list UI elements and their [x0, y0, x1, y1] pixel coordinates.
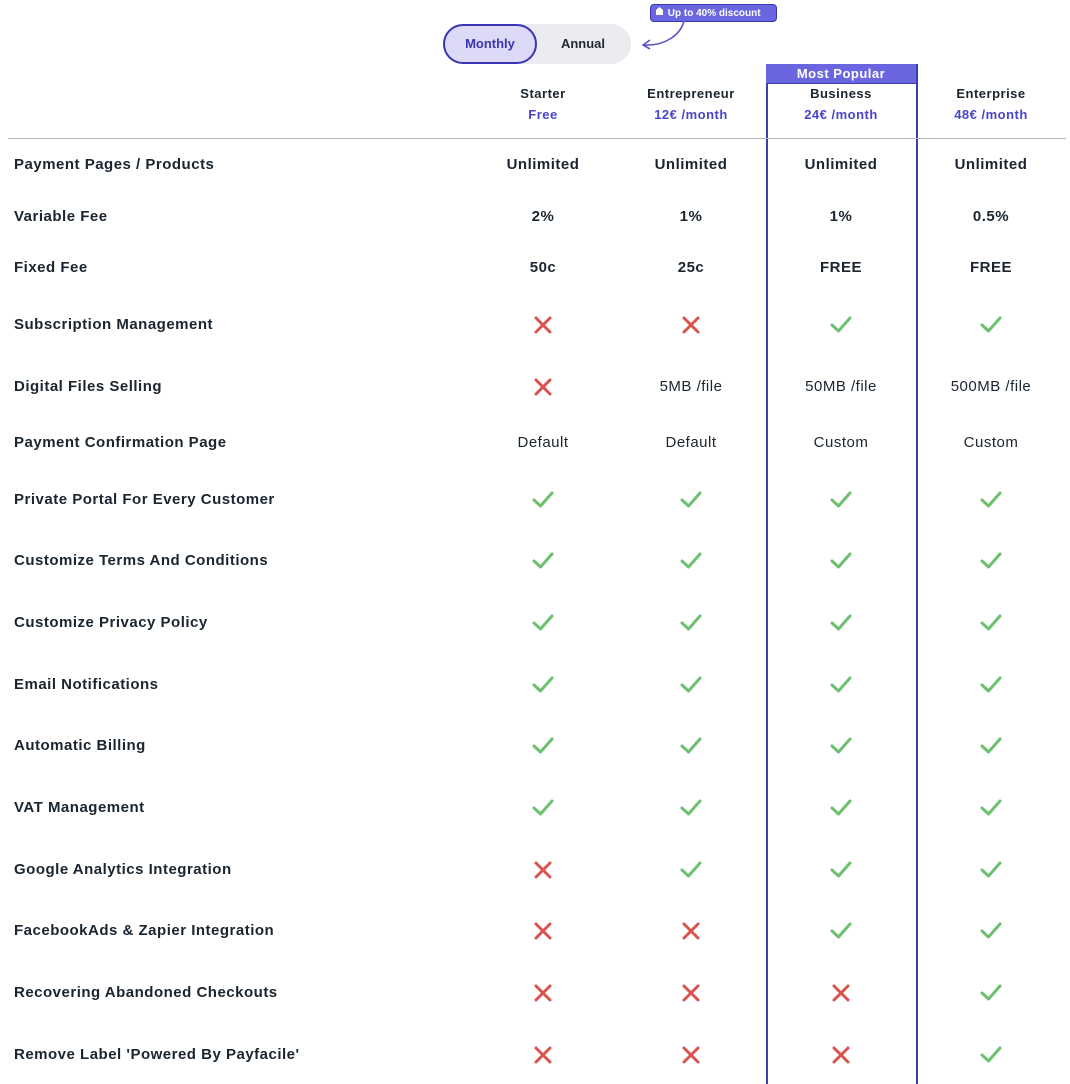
check-icon [468, 731, 618, 761]
feature-label: VAT Management [14, 799, 145, 816]
cross-icon [468, 916, 618, 946]
cross-icon [468, 855, 618, 885]
table-row [0, 485, 1070, 515]
check-icon [916, 670, 1066, 700]
check-icon [916, 855, 1066, 885]
feature-value: 5MB /file [659, 378, 723, 395]
feature-value: 25c [677, 259, 705, 276]
check-icon [616, 855, 766, 885]
check-icon [916, 916, 1066, 946]
check-icon [916, 310, 1066, 340]
cross-icon [468, 310, 618, 340]
check-icon [616, 793, 766, 823]
check-icon [916, 608, 1066, 638]
check-icon [766, 546, 916, 576]
check-icon [616, 670, 766, 700]
feature-value: FREE [819, 259, 862, 276]
check-icon [468, 546, 618, 576]
cross-icon [468, 978, 618, 1008]
check-icon [766, 670, 916, 700]
feature-label: Payment Confirmation Page [14, 434, 227, 451]
check-icon [468, 608, 618, 638]
plan-price: 24€ /month [804, 107, 878, 122]
table-row [0, 428, 1070, 458]
plan-name: Entrepreneur [647, 86, 735, 101]
feature-value: Unlimited [954, 156, 1028, 173]
plan-name: Starter [520, 86, 566, 101]
table-row [0, 310, 1070, 340]
cross-icon [616, 916, 766, 946]
check-icon [766, 608, 916, 638]
plan-price: Free [528, 107, 558, 122]
table-row [0, 916, 1070, 946]
table-row [0, 150, 1070, 180]
feature-label: Google Analytics Integration [14, 861, 232, 878]
table-row [0, 608, 1070, 638]
table-row [0, 253, 1070, 283]
check-icon [468, 485, 618, 515]
feature-value: Unlimited [506, 156, 580, 173]
check-icon [766, 310, 916, 340]
table-row [0, 372, 1070, 402]
feature-value: Default [665, 434, 717, 451]
check-icon [916, 546, 1066, 576]
cross-icon [616, 978, 766, 1008]
check-icon [616, 608, 766, 638]
plan-price: 12€ /month [654, 107, 728, 122]
check-icon [468, 670, 618, 700]
feature-label: Remove Label 'Powered By Payfacile' [14, 1046, 300, 1063]
feature-label: Digital Files Selling [14, 378, 163, 395]
check-icon [766, 485, 916, 515]
feature-label: Customize Privacy Policy [14, 614, 208, 631]
table-row [0, 731, 1070, 761]
plan-header-starter [468, 86, 618, 122]
plan-name: Business [810, 86, 872, 101]
discount-text: Up to 40% discount [667, 8, 761, 19]
table-row [0, 670, 1070, 700]
cross-icon [766, 1040, 916, 1070]
feature-label: FacebookAds & Zapier Integration [14, 922, 275, 939]
plan-price: 48€ /month [954, 107, 1028, 122]
check-icon [916, 731, 1066, 761]
feature-label: Private Portal For Every Customer [14, 491, 275, 508]
table-row [0, 202, 1070, 232]
feature-value: 50c [529, 259, 557, 276]
cross-icon [616, 310, 766, 340]
feature-value: Unlimited [804, 156, 878, 173]
plan-header-enterprise [916, 86, 1066, 122]
feature-value: Unlimited [654, 156, 728, 173]
table-row [0, 1040, 1070, 1070]
plan-header-entrepreneur [616, 86, 766, 122]
check-icon [616, 546, 766, 576]
feature-value: Custom [813, 434, 869, 451]
feature-label: Variable Fee [14, 208, 108, 225]
cross-icon [468, 1040, 618, 1070]
feature-label: Recovering Abandoned Checkouts [14, 984, 278, 1001]
table-row [0, 978, 1070, 1008]
feature-value: Default [517, 434, 569, 451]
table-row [0, 855, 1070, 885]
feature-value: 1% [829, 208, 853, 225]
check-icon [916, 485, 1066, 515]
plan-name: Enterprise [956, 86, 1026, 101]
annual-option[interactable]: Annual [560, 36, 606, 51]
feature-value: 2% [531, 208, 555, 225]
check-icon [916, 793, 1066, 823]
check-icon [916, 978, 1066, 1008]
feature-label: Automatic Billing [14, 737, 146, 754]
check-icon [916, 1040, 1066, 1070]
table-row [0, 793, 1070, 823]
check-icon [616, 731, 766, 761]
table-row [0, 546, 1070, 576]
check-icon [468, 793, 618, 823]
feature-label: Email Notifications [14, 676, 159, 693]
check-icon [766, 855, 916, 885]
cross-icon [616, 1040, 766, 1070]
feature-label: Customize Terms And Conditions [14, 552, 269, 569]
feature-label: Subscription Management [14, 316, 214, 333]
feature-value: FREE [969, 259, 1012, 276]
feature-value: Custom [963, 434, 1019, 451]
header-divider [8, 138, 1066, 139]
cross-icon [766, 978, 916, 1008]
most-popular-banner: Most Popular [766, 64, 916, 84]
feature-label: Fixed Fee [14, 259, 88, 276]
check-icon [766, 731, 916, 761]
feature-label: Payment Pages / Products [14, 156, 215, 173]
feature-value: 50MB /file [805, 378, 877, 395]
feature-value: 500MB /file [950, 378, 1032, 395]
billing-toggle[interactable] [443, 24, 631, 64]
check-icon [766, 793, 916, 823]
plan-header-business [766, 86, 916, 122]
feature-value: 0.5% [972, 208, 1010, 225]
monthly-option[interactable]: Monthly [443, 24, 537, 64]
curved-arrow-icon [640, 18, 690, 54]
feature-value: 1% [679, 208, 703, 225]
check-icon [616, 485, 766, 515]
check-icon [766, 916, 916, 946]
cross-icon [468, 372, 618, 402]
